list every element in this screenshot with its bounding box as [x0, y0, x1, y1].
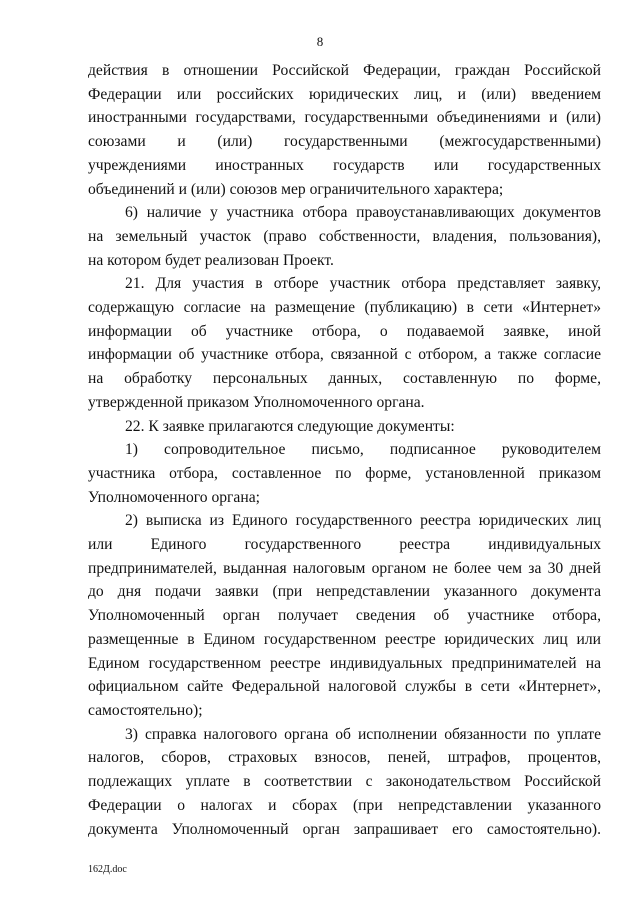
text-line: налогов, сборов, страховых взносов, пеней, штрафов, процентов, — [88, 749, 601, 767]
document-body — [88, 59, 601, 841]
text-line: Уполномоченного органа; — [88, 488, 260, 506]
text-line: информации об участнике отбора, о подаваемой заявке, иной — [88, 322, 601, 340]
text-line: самостоятельно); — [88, 701, 203, 719]
text-line: 22. К заявке прилагаются следующие документы: — [125, 417, 455, 435]
text-line: иностранными государствами, государственными объединениями и (или) — [88, 109, 601, 127]
text-line: информации об участнике отбора, связанной с отбором, а также согласие — [88, 346, 601, 364]
text-line: документа Уполномоченный орган запрашивает его самостоятельно). — [88, 820, 601, 838]
text-line: на земельный участок (право собственности, владения, пользования), — [88, 227, 601, 245]
text-line: учреждениями иностранных государств или государственных — [88, 156, 601, 174]
page-number: 8 — [316, 34, 324, 49]
text-line: до дня подачи заявки (при непредставлении указанного документа — [88, 583, 601, 601]
text-line: размещенные в Едином государственном реестре юридических лиц или — [88, 630, 601, 648]
text-line: содержащую согласие на размещение (публикацию) в сети «Интернет» — [88, 299, 601, 317]
text-line: 21. Для участия в отборе участник отбора представляет заявку, — [125, 275, 601, 293]
footer-filename: 162Д.doc — [88, 864, 127, 875]
text-line: официальном сайте Федеральной налоговой службы в сети «Интернет», — [88, 678, 601, 696]
text-line: Федерации или российских юридических лиц, и (или) введением — [88, 85, 601, 103]
text-line: предпринимателей, выданная налоговым органом не более чем за 30 дней — [88, 559, 601, 577]
text-line: Федерации о налогах и сборах (при непредставлении указанного — [88, 796, 601, 814]
text-line: 3) справка налогового органа об исполнении обязанности по уплате — [125, 725, 601, 743]
text-line: утвержденной приказом Уполномоченного органа. — [88, 393, 425, 411]
text-line: союзами и (или) государственными (межгосударственными) — [88, 133, 601, 151]
text-line: Едином государственном реестре индивидуальных предпринимателей на — [88, 654, 601, 672]
text-line: действия в отношении Российской Федерации, граждан Российской — [88, 62, 601, 79]
text-line: на обработку персональных данных, составленную по форме, — [88, 370, 601, 388]
text-line: или Единого государственного реестра индивидуальных — [88, 536, 601, 554]
text-line: участника отбора, составленное по форме, установленной приказом — [88, 464, 601, 482]
text-line: объединений и (или) союзов мер ограничительного характера; — [88, 180, 504, 198]
text-line: Уполномоченный орган получает сведения об участнике отбора, — [88, 607, 601, 625]
text-line: подлежащих уплате в соответствии с законодательством Российской — [88, 773, 601, 791]
text-line: на котором будет реализован Проект. — [88, 251, 334, 269]
text-line: 1) сопроводительное письмо, подписанное руководителем — [125, 441, 601, 459]
text-line: 2) выписка из Единого государственного реестра юридических лиц — [125, 512, 601, 530]
text-line: 6) наличие у участника отбора правоустанавливающих документов — [125, 204, 601, 222]
